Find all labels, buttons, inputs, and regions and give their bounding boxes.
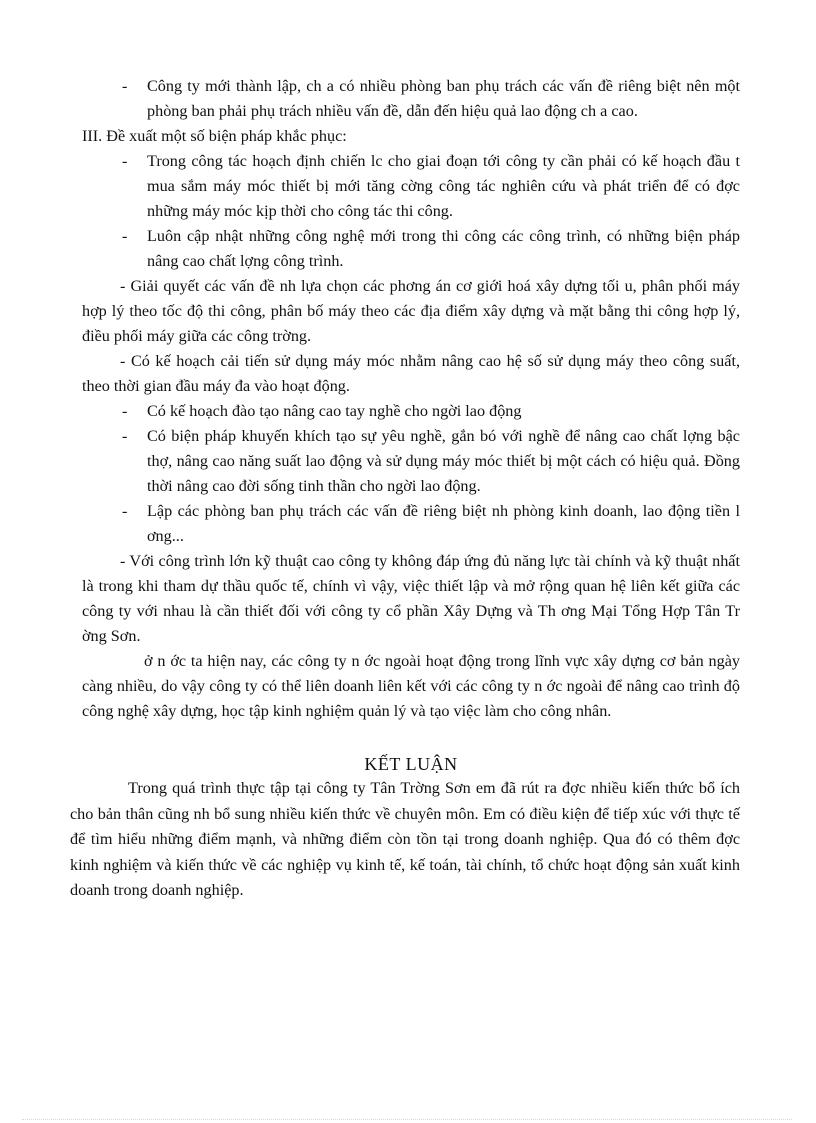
bullet-text: Trong công tác hoạch định chiến lc cho giai đoạn tới công ty cần phải có kế hoạch đầu t mua sắm máy móc thiết bị mới tăng cờng công tác nghiên cứu và phát triển để có đợc những máy móc kịp thời cho công tác thi công. xyxy=(147,152,740,220)
bullet-dash: - xyxy=(122,402,128,420)
bullet-dash: - xyxy=(122,502,128,520)
bullet-dash: - xyxy=(122,152,128,170)
bullet-text: Lập các phòng ban phụ trách các vấn đề riêng biệt nh phòng kinh doanh, lao động tiền l ơng... xyxy=(147,502,740,545)
section-heading-iii: III. Đề xuất một số biện pháp khắc phục: xyxy=(82,127,347,145)
conclusion-paragraph: Trong quá trình thực tập tại công ty Tân Trờng Sơn em đã rút ra đợc nhiều kiến thức bổ ích cho bản thân cũng nh bổ sung nhiều kiến thức về chuyên môn. Em có điều kiện để tiếp xúc với thực tế để tìm hiểu những điểm mạnh, và những điểm còn tồn tại trong doanh nghiệp. Qua đó có thêm đợc kinh nghiệm và kiến thức về các nghiệp vụ kinh tế, kế toán, tài chính, tổ chức hoạt động sản xuất kinh doanh trong doanh nghiệp. xyxy=(70,779,740,899)
bullet-text: Có biện pháp khuyến khích tạo sự yêu nghề, gắn bó với nghề để nâng cao chất lợng bậc thợ, nâng cao năng suất lao động và sử dụng máy móc thiết bị một cách có hiệu quả. Đồng thời nâng cao đời sống tinh thần cho ngời lao động. xyxy=(147,427,740,495)
bullet-item xyxy=(82,499,740,549)
bullet-dash: - xyxy=(122,227,128,245)
bullet-text: Có kế hoạch đào tạo nâng cao tay nghề cho ngời lao động xyxy=(147,402,522,420)
bullet-text: Luôn cập nhật những công nghệ mới trong thi công các công trình, có những biện pháp nâng cao chất lợng công trình. xyxy=(147,227,740,270)
document-body xyxy=(70,74,740,904)
bullet-item xyxy=(82,224,740,274)
conclusion-title: KẾT LUẬN xyxy=(364,754,458,774)
bullet-item xyxy=(82,424,740,499)
bullet-dash: - xyxy=(122,77,128,95)
page-bottom-rule xyxy=(22,1119,792,1120)
paragraph: - Có kế hoạch cải tiến sử dụng máy móc nhằm nâng cao hệ số sử dụng máy theo công suất, theo thời gian đầu máy đa vào hoạt động. xyxy=(82,352,740,395)
bullet-dash: - xyxy=(122,427,128,445)
bullet-item xyxy=(82,399,740,424)
paragraph: - Với công trình lớn kỹ thuật cao công ty không đáp ứng đủ năng lực tài chính và kỹ thuật nhất là trong khi tham dự thầu quốc tế, chính vì vậy, việc thiết lập và mở rộng quan hệ liên kết giữa các công ty với nhau là cần thiết đối với công ty cổ phần Xây Dựng và Th ơng Mại Tổng Hợp Tân Tr ờng Sơn. xyxy=(82,552,740,645)
bullet-item xyxy=(82,74,740,124)
bullet-text: Công ty mới thành lập, ch a có nhiều phòng ban phụ trách các vấn đề riêng biệt nên một phòng ban phải phụ trách nhiều vấn đề, dẫn đến hiệu quả lao động ch a cao. xyxy=(147,77,740,120)
paragraph: - Giải quyết các vấn đề nh lựa chọn các phơng án cơ giới hoá xây dựng tối u, phân phối máy hợp lý theo tốc độ thi công, phân bố máy theo các địa điểm xây dựng và mặt bằng thi công hợp lý, điều phối máy giữa các công trờng. xyxy=(82,277,740,345)
paragraph: ở n ớc ta hiện nay, các công ty n ớc ngoài hoạt động trong lĩnh vực xây dựng cơ bản ngày càng nhiều, do vậy công ty có thể liên doanh liên kết với các công ty n ớc ngoài để nâng cao trình độ công nghệ xây dựng, học tập kinh nghiệm quản lý và tạo việc làm cho công nhân. xyxy=(82,652,740,720)
bullet-item xyxy=(82,149,740,224)
